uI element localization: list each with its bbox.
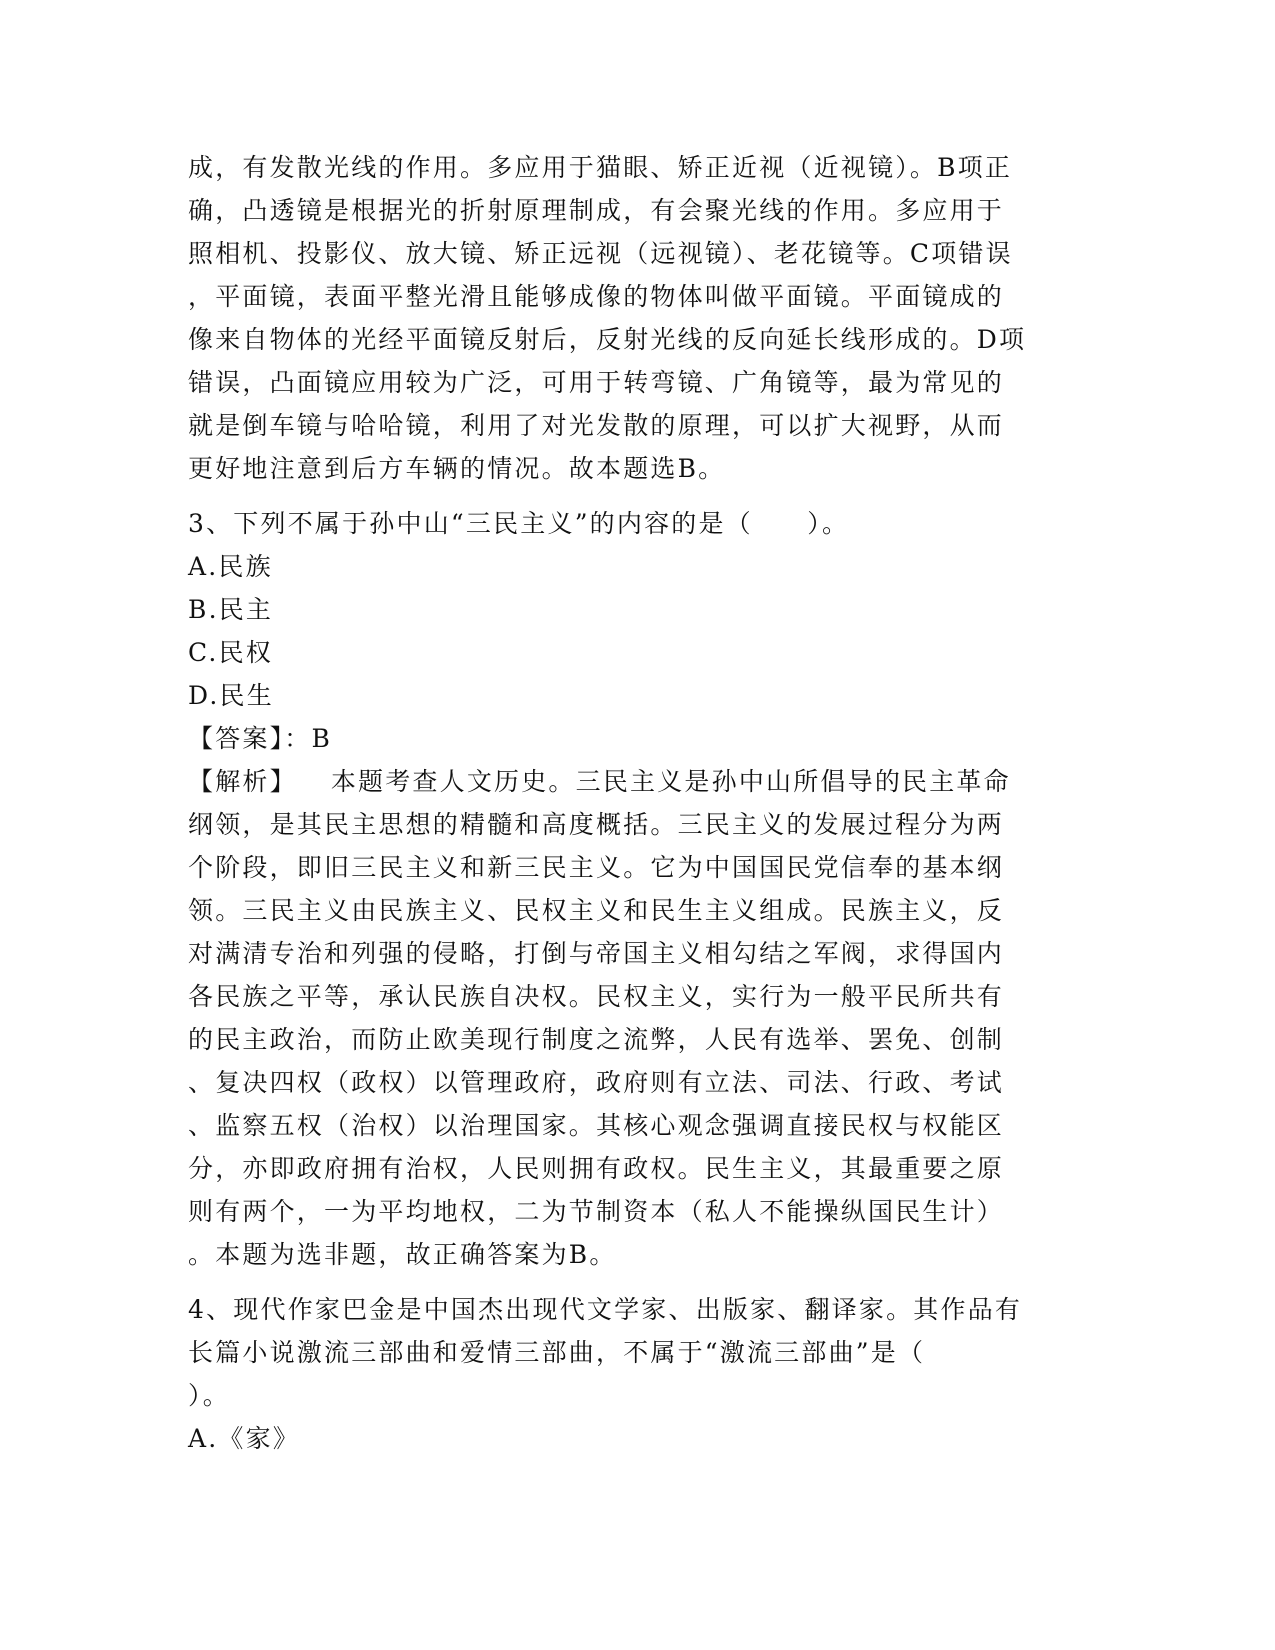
text-line: 像来自物体的光经平面镜反射后，反射光线的反向延长线形成的。D项 bbox=[188, 325, 1027, 354]
analysis-line: 。本题为选非题，故正确答案为B。 bbox=[188, 1240, 617, 1269]
option-a: A.民族 bbox=[188, 552, 273, 581]
text-line: 成，有发散光线的作用。多应用于猫眼、矫正近视（近视镜）。B项正 bbox=[188, 153, 1013, 182]
text-line: 更好地注意到后方车辆的情况。故本题选B。 bbox=[188, 454, 726, 483]
text-line: 错误，凸面镜应用较为广泛，可用于转弯镜、广角镜等，最为常见的 bbox=[188, 368, 1005, 397]
analysis-first-line bbox=[188, 760, 1088, 803]
text-line: 确，凸透镜是根据光的折射原理制成，有会聚光线的作用。多应用于 bbox=[188, 196, 1005, 225]
question-3 bbox=[188, 502, 1088, 1276]
question-stem: 3、下列不属于孙中山“三民主义”的内容的是（ ）。 bbox=[188, 509, 850, 538]
analysis-line: 、复决四权（政权）以管理政府，政府则有立法、司法、行政、考试 bbox=[188, 1068, 1005, 1097]
analysis-line: 则有两个，一为平均地权，二为节制资本（私人不能操纵国民生计） bbox=[188, 1197, 1005, 1226]
analysis-first-text: 本题考查人文历史。三民主义是孙中山所倡导的民主革命 bbox=[330, 767, 1011, 796]
analysis-line: 分，亦即政府拥有治权，人民则拥有政权。民生主义，其最重要之原 bbox=[188, 1154, 1005, 1183]
analysis-line: 对满清专治和列强的侵略，打倒与帝国主义相勾结之军阀，求得国内 bbox=[188, 939, 1005, 968]
answer-line: 【答案】：B bbox=[188, 724, 333, 753]
option-a: A.《家》 bbox=[188, 1424, 301, 1453]
previous-explanation bbox=[188, 146, 1088, 490]
analysis-label: 【解析】 bbox=[188, 767, 297, 796]
question-4 bbox=[188, 1288, 1088, 1460]
analysis-line: 、监察五权（治权）以治理国家。其核心观念强调直接民权与权能区 bbox=[188, 1111, 1005, 1140]
analysis-line: 个阶段，即旧三民主义和新三民主义。它为中国国民党信奉的基本纲 bbox=[188, 853, 1005, 882]
analysis-line: 纲领，是其民主思想的精髓和高度概括。三民主义的发展过程分为两 bbox=[188, 810, 1005, 839]
option-d: D.民生 bbox=[188, 681, 274, 710]
document-page bbox=[188, 146, 1088, 1460]
analysis-line: 领。三民主义由民族主义、民权主义和民生主义组成。民族主义，反 bbox=[188, 896, 1005, 925]
question-stem-line: ）。 bbox=[188, 1381, 230, 1410]
question-stem-line: 长篇小说激流三部曲和爱情三部曲，不属于“激流三部曲”是（ bbox=[188, 1338, 926, 1367]
analysis-line: 各民族之平等，承认民族自决权。民权主义，实行为一般平民所共有 bbox=[188, 982, 1005, 1011]
text-line: ，平面镜，表面平整光滑且能够成像的物体叫做平面镜。平面镜成的 bbox=[188, 282, 1005, 311]
text-line: 就是倒车镜与哈哈镜，利用了对光发散的原理，可以扩大视野，从而 bbox=[188, 411, 1005, 440]
option-b: B.民主 bbox=[188, 595, 274, 624]
option-c: C.民权 bbox=[188, 638, 273, 667]
spacer bbox=[188, 490, 1088, 502]
question-stem-line: 4、现代作家巴金是中国杰出现代文学家、出版家、翻译家。其作品有 bbox=[188, 1295, 1023, 1324]
text-line: 照相机、投影仪、放大镜、矫正远视（远视镜）、老花镜等。C项错误 bbox=[188, 239, 1013, 268]
spacer bbox=[188, 1276, 1088, 1288]
analysis-line: 的民主政治，而防止欧美现行制度之流弊，人民有选举、罢免、创制 bbox=[188, 1025, 1005, 1054]
